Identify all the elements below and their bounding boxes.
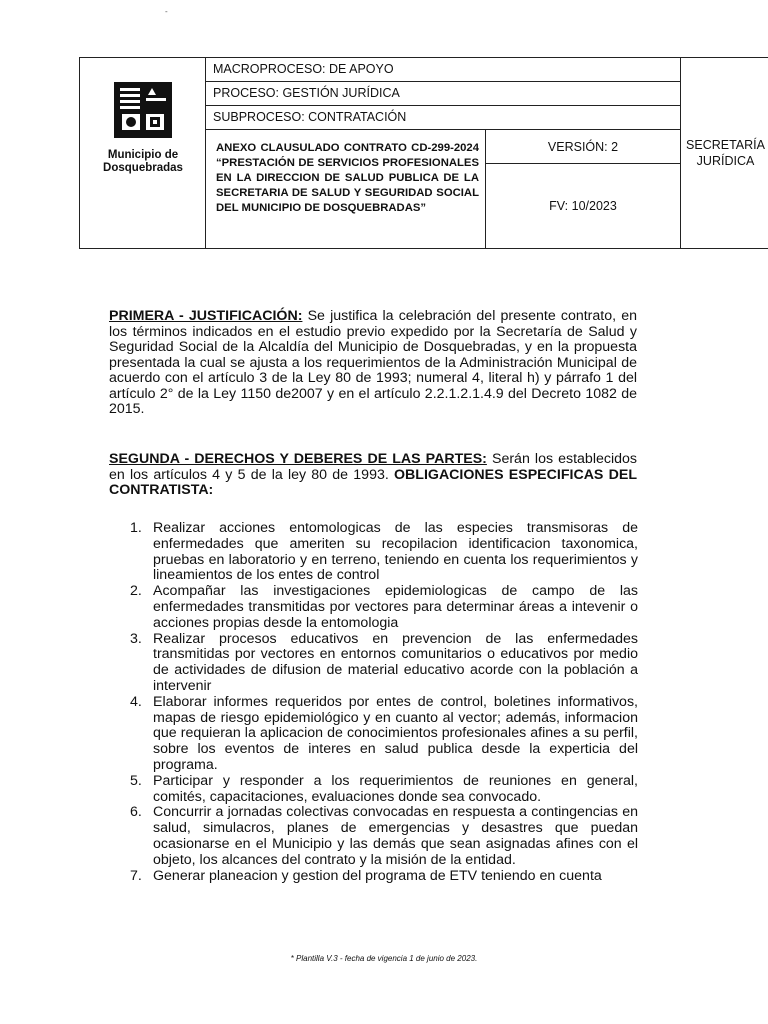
footer-note: * Plantilla V.3 - fecha de vigencia 1 de junio de 2023. bbox=[290, 954, 478, 963]
obligaciones-list bbox=[130, 521, 638, 884]
list-item: 5. Participar y responder a los requerimientos de reuniones en general, comités, capacitaciones, evaluaciones donde sea convocado. bbox=[130, 772, 638, 805]
subproceso-cell: SUBPROCESO: CONTRATACIÓN bbox=[206, 106, 680, 130]
anexo-title-cell: ANEXO CLAUSULADO CONTRATO CD-299-2024 “PRESTACIÓN DE SERVICIOS PROFESIONALES EN LA DIRECCION DE SALUD PUBLICA DE LA SECRETARIA DE SALUD Y SEGURIDAD SOCIAL DEL MUNICIPIO DE DOSQUEBRADAS” bbox=[206, 130, 486, 248]
list-item: 2. Acompañar las investigaciones epidemiologicas de campo de las enfermedades transmitidas por vectores para determinar áreas a intevenir o acciones propias desde la entomologia bbox=[130, 583, 638, 631]
clause-segunda-title: SEGUNDA - DERECHOS Y DEBERES DE LAS PARTES: bbox=[109, 451, 487, 467]
clause-primera bbox=[109, 309, 637, 418]
logo-name-line1: Municipio de bbox=[107, 149, 179, 161]
list-item: 6. Concurrir a jornadas colectivas convocadas en respuesta a contingencias en salud, simulacros, planes de emergencias y desastres que puedan ocasionarse en el Municipio y las demás que sean asignadas afines con el objeto, los alcances del contrato y la misión de la entidad. bbox=[130, 804, 638, 868]
header-table bbox=[79, 57, 768, 249]
clause-primera-title: PRIMERA - JUSTIFICACIÓN: bbox=[109, 308, 303, 324]
list-item: 4. Elaborar informes requeridos por entes de control, boletines informativos, mapas de riesgo epidemiológico y en cuanto al vector; además, informacion que requieran la aplicacion de conocimientos profesionales afines a su perfil, sobre los eventos de interes en salud publica desde la experticia del programa. bbox=[130, 693, 638, 773]
municipal-shield-icon bbox=[112, 80, 174, 140]
version-cell: VERSIÓN: 2 bbox=[486, 130, 680, 164]
secretaria-cell: SECRETARÍA JURÍDICA bbox=[680, 58, 768, 248]
scan-mark: - bbox=[165, 7, 168, 16]
clause-segunda-text: Serán los establecidos en los artículos 4 y 5 de la ley 80 de 1993. bbox=[109, 451, 637, 483]
list-item: 7. Generar planeacion y gestion del programa de ETV teniendo en cuenta bbox=[130, 867, 602, 884]
proceso-cell: PROCESO: GESTIÓN JURÍDICA bbox=[206, 82, 680, 106]
list-item: 1. Realizar acciones entomologicas de las especies transmisoras de enfermedades que ameriten su recopilacion identificacion taxonomica, pruebas en laboratorio y en terreno, teniendo en cuenta los requerimientos y lineamientos de los entes de control bbox=[130, 520, 638, 584]
macroproceso-cell: MACROPROCESO: DE APOYO bbox=[206, 58, 680, 82]
list-item: 3. Realizar procesos educativos en prevencion de las enfermedades transmitidas por vectores en entornos comunitarios o educativos por medio de actividades de difusion de material educativo acorde con la población a intervenir bbox=[130, 630, 638, 694]
clause-segunda bbox=[109, 452, 637, 499]
obligaciones-heading: OBLIGACIONES ESPECIFICAS DEL CONTRATISTA: bbox=[109, 466, 637, 498]
clause-primera-text: Se justifica la celebración del presente contrato, en los términos indicados en el estudio previo expedido por la Secretaría de Salud y Seguridad Social de la Alcaldía del Municipio de Dosquebradas, y en la propuesta presentada la cual se ajusta a los requerimientos de la Administración Municipal de acuerdo con el artículo 3 de la Ley 80 de 1993; numeral 4, literal h) y párrafo 1 del artículo 2° de la Ley 1150 de2007 y en el artículo 2.2.1.2.1.4.9 del Decreto 1082 de 2015. bbox=[109, 308, 637, 417]
fv-cell: FV: 10/2023 bbox=[549, 199, 617, 213]
logo-name-line2: Dosquebradas bbox=[103, 162, 183, 174]
logo-cell bbox=[80, 58, 206, 248]
